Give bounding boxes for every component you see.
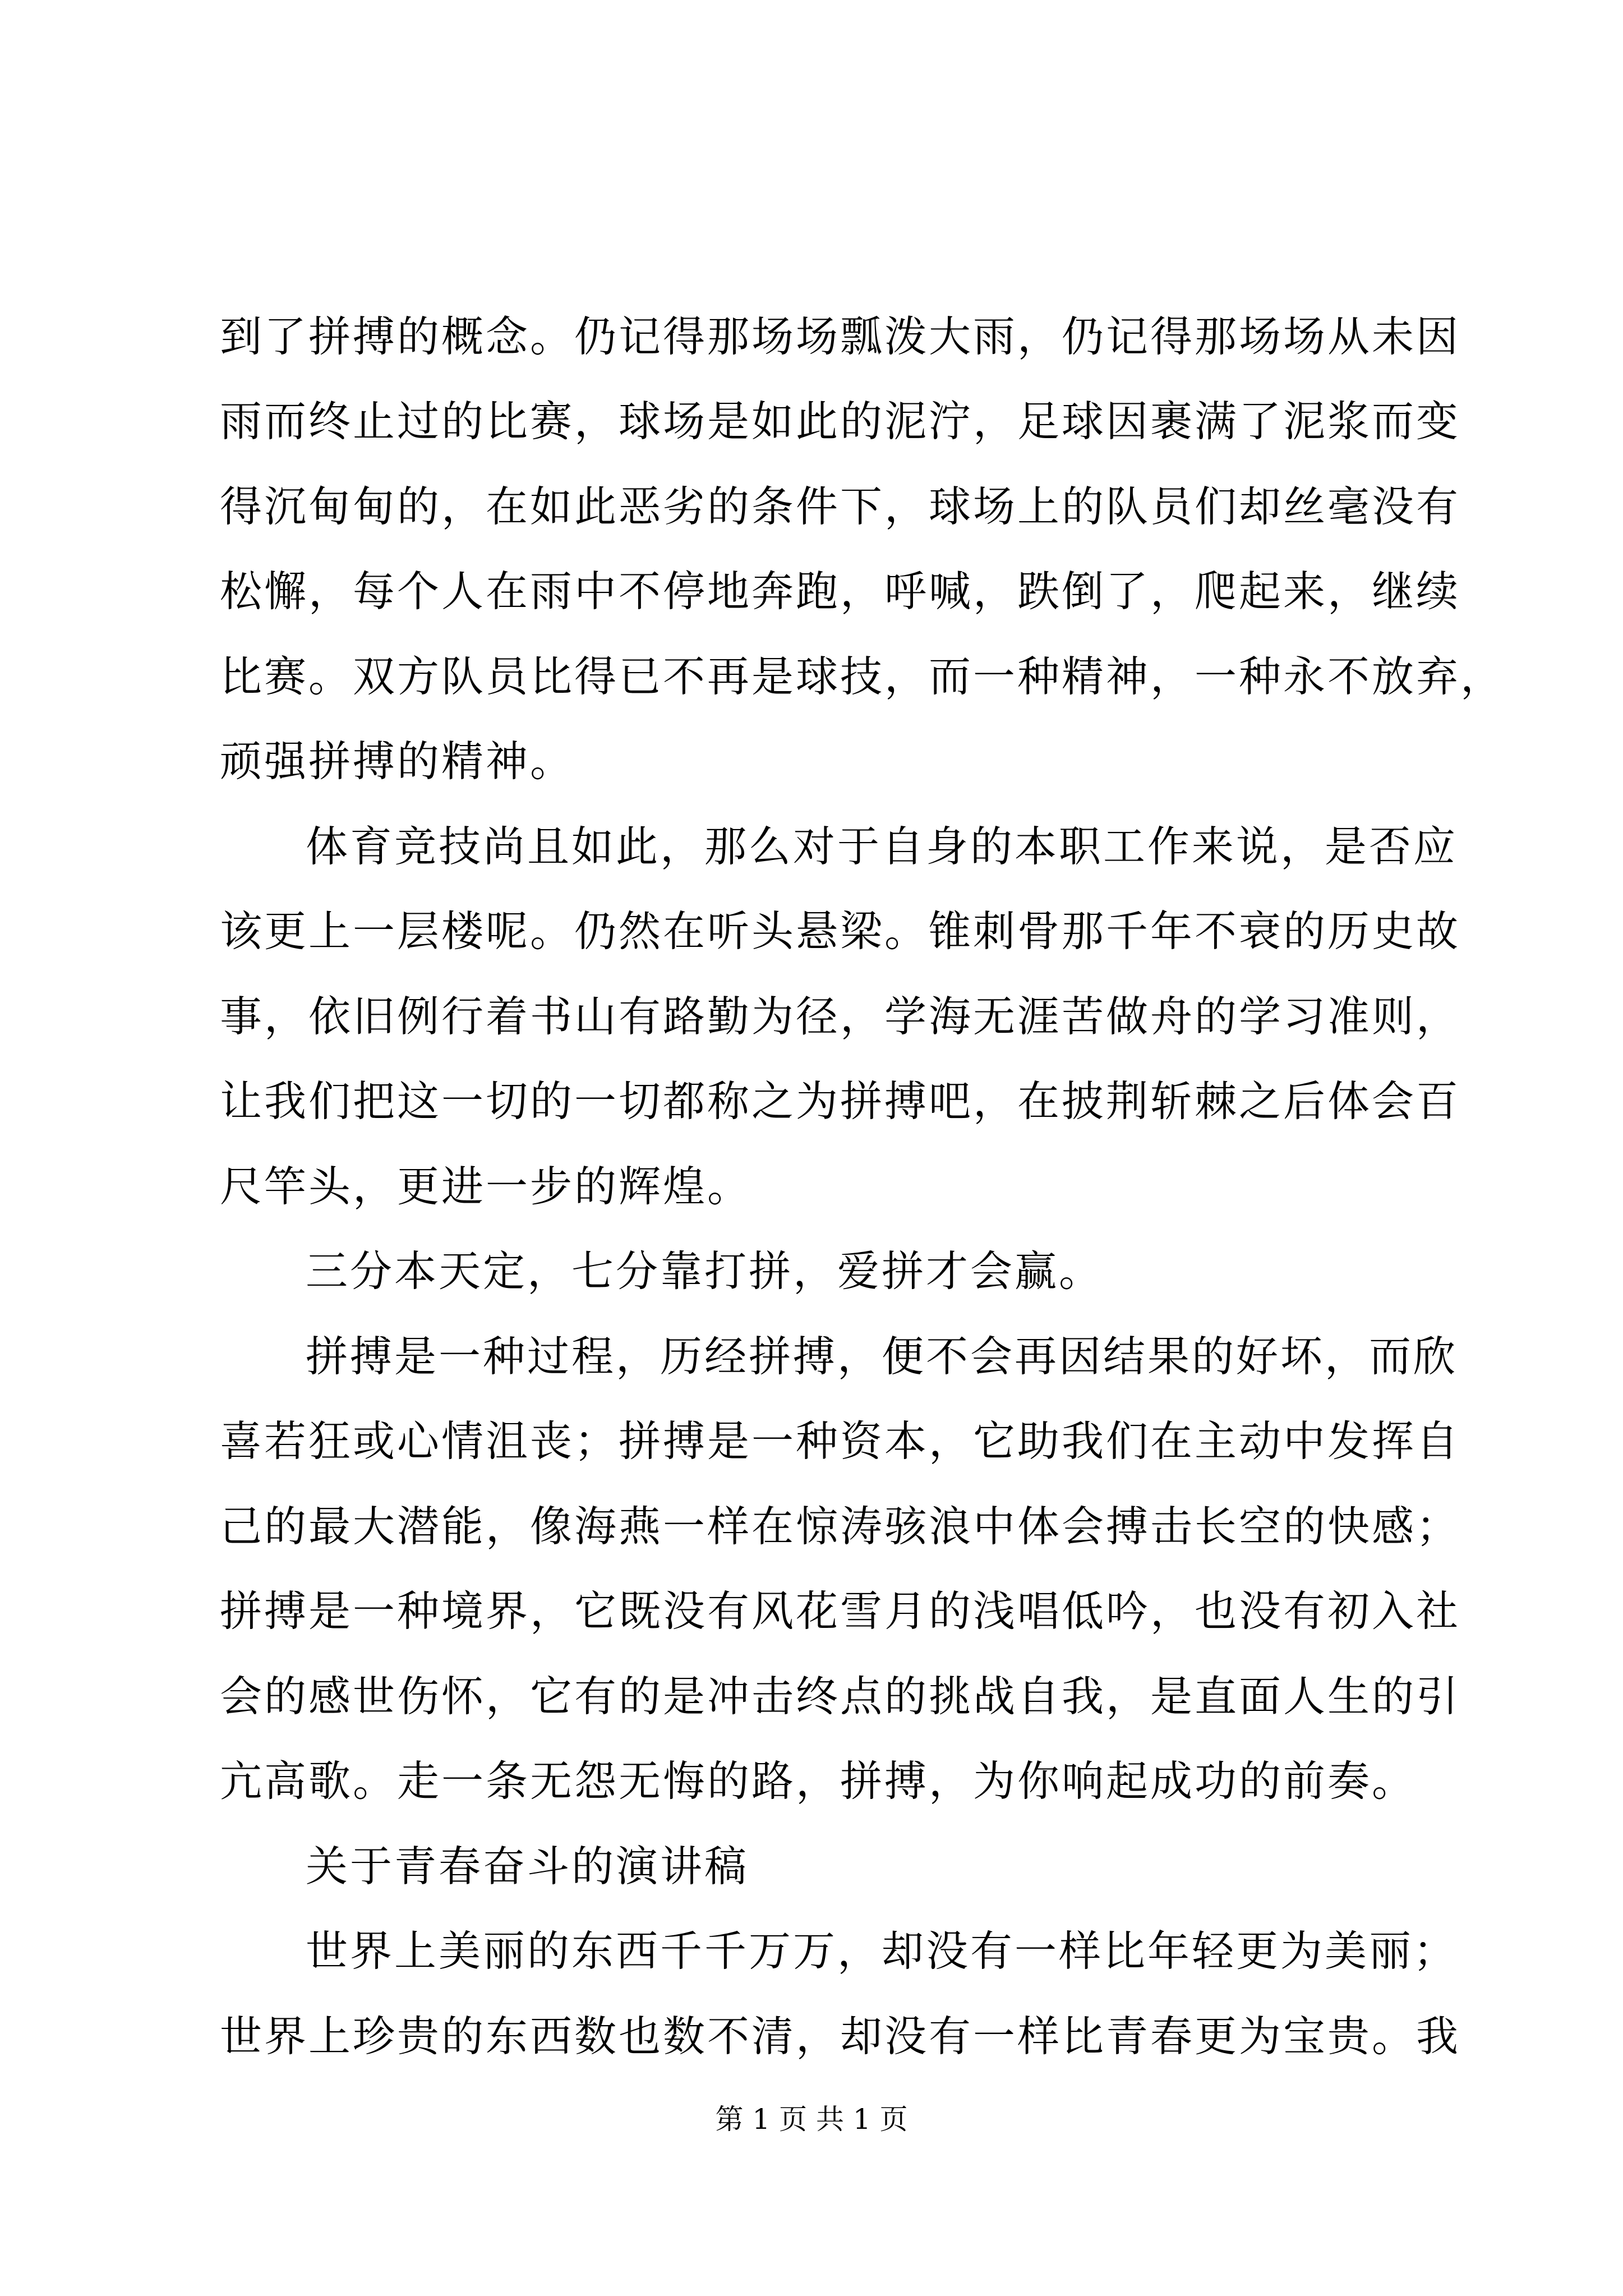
text-line: 尺竿头，更进一步的辉煌。 — [220, 1162, 752, 1211]
text-line: 让我们把这一切的一切都称之为拼搏吧，在披荆斩棘之后体会百 — [220, 1076, 1461, 1126]
text-line: 得沉甸甸的，在如此恶劣的条件下，球场上的队员们却丝毫没有 — [220, 482, 1461, 531]
text-line: 雨而终止过的比赛，球场是如此的泥泞，足球因裹满了泥浆而变 — [220, 397, 1461, 446]
text-line: 亢高歌。走一条无怨无悔的路，拼搏，为你响起成功的前奏。 — [220, 1756, 1417, 1806]
text-line: 己的最大潜能，像海燕一样在惊涛骇浪中体会搏击长空的快感； — [220, 1502, 1461, 1551]
text-line: 该更上一层楼呢。仍然在听头悬梁。锥刺骨那千年不衰的历史故 — [220, 907, 1461, 956]
section-heading: 关于青春奋斗的演讲稿 — [306, 1842, 749, 1891]
text-line: 松懈，每个人在雨中不停地奔跑，呼喊，跌倒了，爬起来，继续 — [220, 567, 1461, 616]
paragraph-first-line: 拼搏是一种过程，历经拼搏，便不会再因结果的好坏，而欣 — [306, 1332, 1458, 1381]
text-line: 世界上珍贵的东西数也数不清，却没有一样比青春更为宝贵。我 — [220, 2012, 1461, 2061]
text-line: 比赛。双方队员比得已不再是球技，而一种精神，一种永不放弃， — [220, 652, 1505, 701]
text-line: 顽强拼搏的精神。 — [220, 737, 575, 786]
paragraph-first-line: 体育竞技尚且如此，那么对于自身的本职工作来说，是否应 — [306, 822, 1458, 871]
text-line: 会的感世伤怀，它有的是冲击终点的挑战自我，是直面人生的引 — [220, 1672, 1461, 1721]
text-line: 喜若狂或心情沮丧；拼搏是一种资本，它助我们在主动中发挥自 — [220, 1416, 1461, 1466]
text-line: 事，依旧例行着书山有路勤为径，学海无涯苦做舟的学习准则， — [220, 992, 1461, 1041]
paragraph-first-line: 三分本天定，七分靠打拼，爱拼才会赢。 — [306, 1246, 1104, 1296]
page-footer: 第 1 页 共 1 页 — [715, 2103, 908, 2136]
text-line: 到了拼搏的概念。仍记得那场场瓢泼大雨，仍记得那场场从未因 — [220, 312, 1461, 361]
paragraph-first-line: 世界上美丽的东西千千万万，却没有一样比年轻更为美丽； — [306, 1926, 1458, 1976]
text-line: 拼搏是一种境界，它既没有风花雪月的浅唱低吟，也没有初入社 — [220, 1586, 1461, 1636]
